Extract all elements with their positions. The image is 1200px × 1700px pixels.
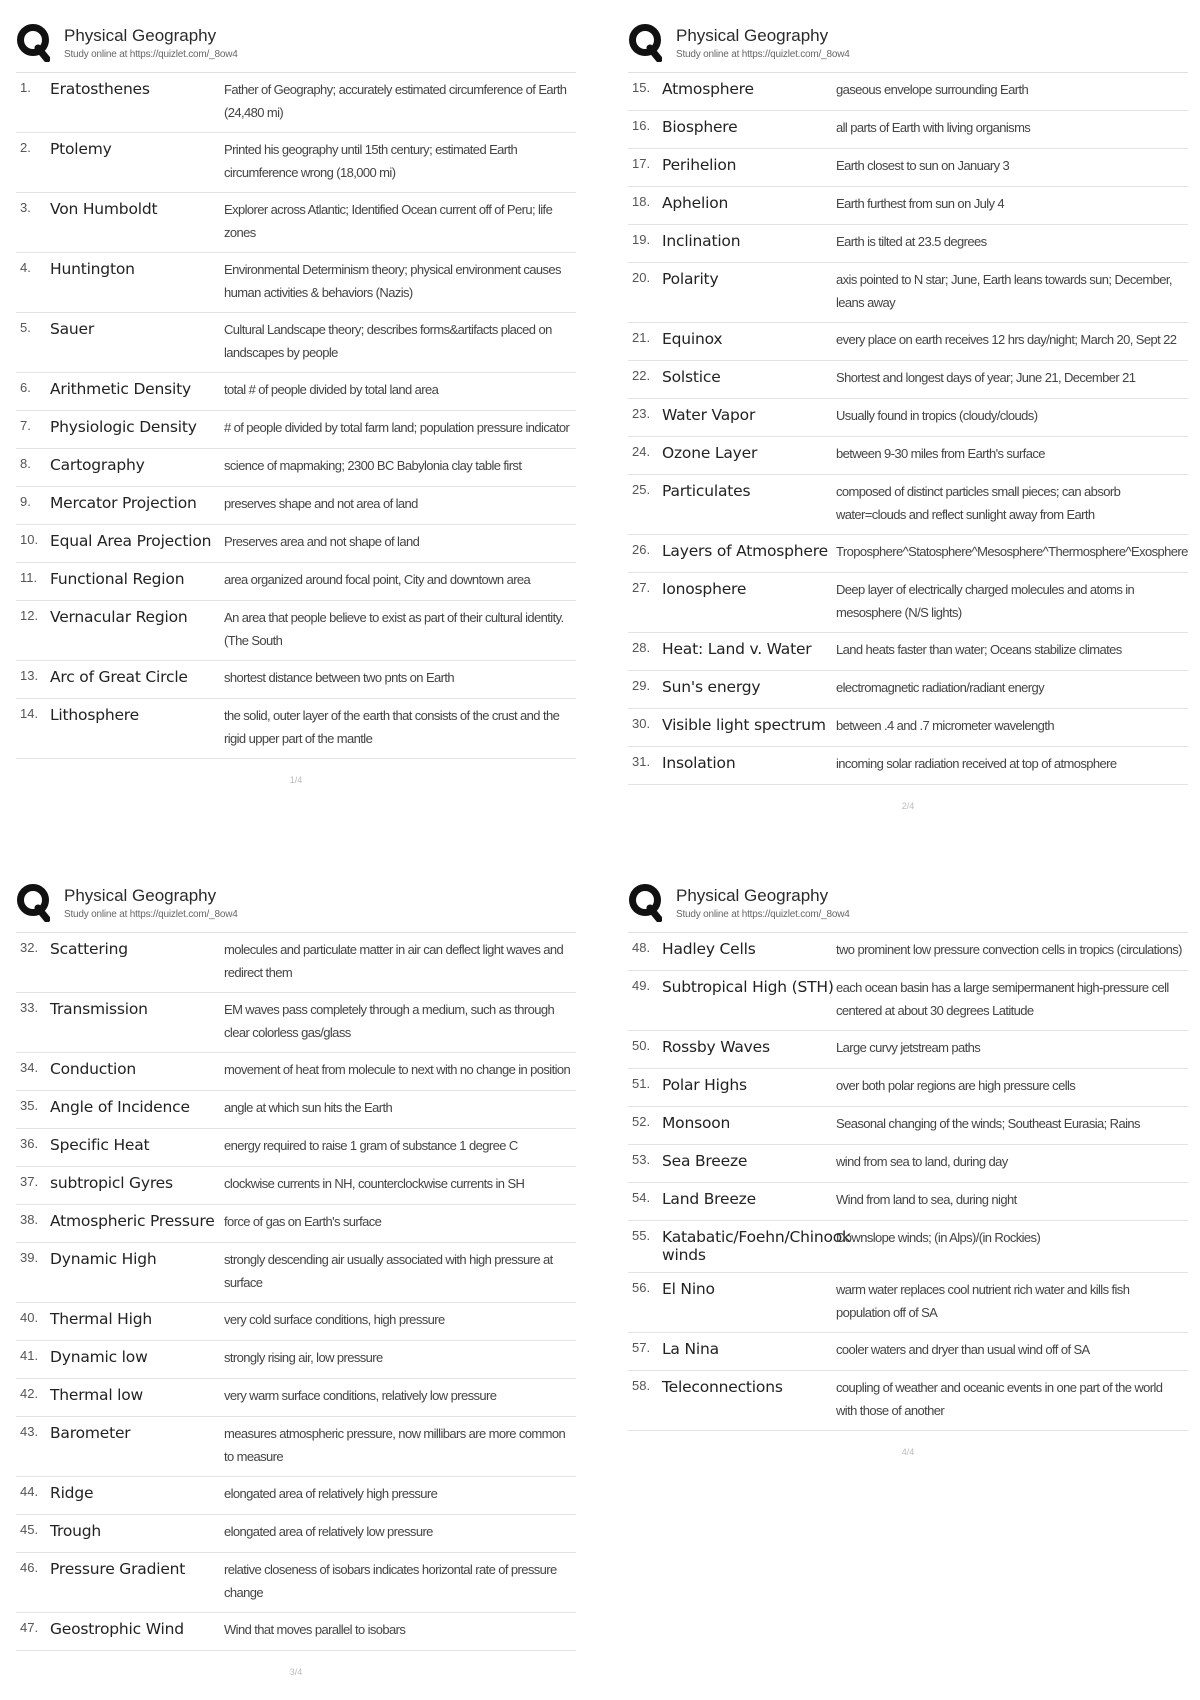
card-term: Scattering bbox=[50, 940, 128, 958]
card-number: 56. bbox=[632, 1280, 651, 1295]
card-term: Solstice bbox=[662, 368, 721, 386]
quizlet-logo-icon bbox=[628, 22, 662, 62]
card-number: 45. bbox=[20, 1522, 39, 1537]
card-definition: electromagnetic radiation/radiant energy bbox=[836, 680, 1044, 695]
card-definition: between 9-30 miles from Earth's surface bbox=[836, 446, 1045, 461]
card-term: Angle of Incidence bbox=[50, 1098, 190, 1116]
card-definition: EM waves pass completely through a medium, such as through clear colorless gas/glass bbox=[224, 1002, 555, 1040]
page-2 bbox=[628, 20, 1188, 811]
card-term: Eratosthenes bbox=[50, 80, 150, 98]
card-definition: Deep layer of electrically charged molecules and atoms in mesosphere (N/S lights) bbox=[836, 582, 1135, 620]
card-term: Perihelion bbox=[662, 156, 737, 174]
card-definition: angle at which sun hits the Earth bbox=[224, 1100, 393, 1115]
flashcard-row bbox=[16, 993, 576, 1053]
flashcard-row bbox=[16, 1477, 576, 1515]
card-number: 13. bbox=[20, 668, 39, 683]
card-definition: measures atmospheric pressure, now millibars are more common to measure bbox=[224, 1426, 566, 1464]
study-online-link[interactable]: Study online at https://quizlet.com/_8ow4 bbox=[64, 909, 238, 920]
quizlet-logo-icon bbox=[16, 882, 50, 922]
card-term: Rossby Waves bbox=[662, 1038, 770, 1056]
card-term: Hadley Cells bbox=[662, 940, 756, 958]
flashcard-row bbox=[628, 671, 1188, 709]
card-definition: Large curvy jetstream paths bbox=[836, 1040, 981, 1055]
card-number: 42. bbox=[20, 1386, 39, 1401]
card-number: 20. bbox=[632, 270, 651, 285]
card-term: Thermal low bbox=[50, 1386, 144, 1404]
card-definition: energy required to raise 1 gram of substance 1 degree C bbox=[224, 1138, 518, 1153]
card-definition: between .4 and .7 micrometer wavelength bbox=[836, 718, 1054, 733]
card-definition: Wind that moves parallel to isobars bbox=[224, 1622, 406, 1637]
document-title: Physical Geography bbox=[64, 886, 217, 905]
flashcard-list bbox=[16, 932, 576, 1651]
card-term: Water Vapor bbox=[662, 406, 756, 424]
flashcard-row bbox=[16, 1379, 576, 1417]
card-term: Transmission bbox=[50, 1000, 148, 1018]
quizlet-logo-icon bbox=[16, 22, 50, 62]
card-term: Dynamic low bbox=[50, 1348, 148, 1366]
card-term: La Nina bbox=[662, 1340, 719, 1358]
card-term: Ridge bbox=[50, 1484, 94, 1502]
flashcard-row bbox=[628, 149, 1188, 187]
card-term: Heat: Land v. Water bbox=[662, 640, 812, 658]
card-term: Ozone Layer bbox=[662, 444, 758, 462]
flashcard-row bbox=[16, 253, 576, 313]
card-term: Equinox bbox=[662, 330, 723, 348]
flashcard-row bbox=[16, 1167, 576, 1205]
card-term: Katabatic/Foehn/Chinook winds bbox=[662, 1228, 851, 1264]
flashcard-row bbox=[628, 475, 1188, 535]
flashcard-row bbox=[16, 699, 576, 759]
card-term: Biosphere bbox=[662, 118, 738, 136]
flashcard-row bbox=[16, 1091, 576, 1129]
card-number: 24. bbox=[632, 444, 651, 459]
flashcard-row bbox=[16, 933, 576, 993]
study-online-link[interactable]: Study online at https://quizlet.com/_8ow4 bbox=[64, 49, 238, 60]
card-definition: clockwise currents in NH, counterclockwise currents in SH bbox=[224, 1176, 525, 1191]
card-definition: Earth furthest from sun on July 4 bbox=[836, 196, 1005, 211]
card-number: 46. bbox=[20, 1560, 39, 1575]
card-number: 1. bbox=[20, 80, 31, 95]
card-term: Teleconnections bbox=[662, 1378, 783, 1396]
flashcard-row bbox=[16, 313, 576, 373]
card-definition: Printed his geography until 15th century; estimated Earth circumference wrong (18,000 mi) bbox=[224, 142, 518, 180]
card-term: Sauer bbox=[50, 320, 95, 338]
card-number: 3. bbox=[20, 200, 31, 215]
card-number: 19. bbox=[632, 232, 651, 247]
flashcard-row bbox=[628, 633, 1188, 671]
card-definition: Land heats faster than water; Oceans stabilize climates bbox=[836, 642, 1122, 657]
flashcard-row bbox=[16, 73, 576, 133]
card-term: Inclination bbox=[662, 232, 741, 250]
card-number: 51. bbox=[632, 1076, 651, 1091]
card-definition: area organized around focal point, City and downtown area bbox=[224, 572, 531, 587]
flashcard-row bbox=[16, 411, 576, 449]
page-number: 3/4 bbox=[289, 1667, 303, 1677]
card-number: 17. bbox=[632, 156, 651, 171]
flashcard-row bbox=[16, 563, 576, 601]
flashcard-list bbox=[628, 72, 1188, 785]
flashcard-row bbox=[628, 1107, 1188, 1145]
card-term: Lithosphere bbox=[50, 706, 139, 724]
card-number: 44. bbox=[20, 1484, 39, 1499]
card-definition: shortest distance between two pnts on Earth bbox=[224, 670, 455, 685]
card-definition: movement of heat from molecule to next with no change in position bbox=[224, 1062, 571, 1077]
card-definition: axis pointed to N star; June, Earth leans towards sun; December, leans away bbox=[836, 272, 1172, 310]
card-term: Barometer bbox=[50, 1424, 131, 1442]
card-number: 10. bbox=[20, 532, 39, 547]
card-number: 9. bbox=[20, 494, 31, 509]
card-number: 31. bbox=[632, 754, 651, 769]
card-number: 27. bbox=[632, 580, 651, 595]
flashcard-row bbox=[628, 437, 1188, 475]
card-number: 21. bbox=[632, 330, 651, 345]
card-definition: each ocean basin has a large semipermanent high-pressure cell centered at about 30 degrees Latitude bbox=[836, 980, 1169, 1018]
card-term: Subtropical High (STH) bbox=[662, 978, 834, 996]
card-term: Geostrophic Wind bbox=[50, 1620, 184, 1638]
card-term: Huntington bbox=[50, 260, 135, 278]
card-definition: all parts of Earth with living organisms bbox=[836, 120, 1031, 135]
card-term: Layers of Atmosphere bbox=[662, 542, 828, 560]
card-definition: very cold surface conditions, high pressure bbox=[224, 1312, 445, 1327]
card-term: Aphelion bbox=[662, 194, 729, 212]
card-definition: An area that people believe to exist as part of their cultural identity. (The South bbox=[224, 610, 564, 648]
card-term: Sea Breeze bbox=[662, 1152, 748, 1170]
flashcard-row bbox=[16, 1129, 576, 1167]
card-term: Trough bbox=[50, 1522, 101, 1540]
study-online-link[interactable]: Study online at https://quizlet.com/_8ow4 bbox=[676, 49, 850, 60]
card-term: Functional Region bbox=[50, 570, 185, 588]
card-number: 29. bbox=[632, 678, 651, 693]
card-term: Atmosphere bbox=[662, 80, 754, 98]
flashcard-row bbox=[16, 601, 576, 661]
card-definition: gaseous envelope surrounding Earth bbox=[836, 82, 1029, 97]
flashcard-row bbox=[16, 1613, 576, 1651]
card-definition: Usually found in tropics (cloudy/clouds) bbox=[836, 408, 1038, 423]
card-definition: two prominent low pressure convection cells in tropics (circulations) bbox=[836, 942, 1182, 957]
document-title: Physical Geography bbox=[64, 26, 217, 45]
card-term: Specific Heat bbox=[50, 1136, 150, 1154]
flashcard-row bbox=[628, 263, 1188, 323]
card-number: 22. bbox=[632, 368, 651, 383]
card-term: El Nino bbox=[662, 1280, 715, 1298]
card-number: 39. bbox=[20, 1250, 39, 1265]
card-definition: Preserves area and not shape of land bbox=[224, 534, 420, 549]
card-definition: over both polar regions are high pressure cells bbox=[836, 1078, 1076, 1093]
card-definition: Troposphere^Statosphere^Mesosphere^Thermosphere^Exosphere bbox=[836, 544, 1188, 559]
card-definition: warm water replaces cool nutrient rich water and kills fish population off of SA bbox=[836, 1282, 1130, 1320]
card-term: Vernacular Region bbox=[50, 608, 188, 626]
card-definition: very warm surface conditions, relatively low pressure bbox=[224, 1388, 497, 1403]
card-definition: Earth is tilted at 23.5 degrees bbox=[836, 234, 987, 249]
flashcard-row bbox=[16, 1205, 576, 1243]
flashcard-row bbox=[628, 1069, 1188, 1107]
card-definition: Environmental Determinism theory; physical environment causes human activities & behaviors (Nazis) bbox=[224, 262, 561, 300]
card-number: 37. bbox=[20, 1174, 39, 1189]
flashcard-row bbox=[16, 193, 576, 253]
card-term: Mercator Projection bbox=[50, 494, 197, 512]
page-header bbox=[628, 20, 1188, 72]
card-definition: # of people divided by total farm land; population pressure indicator bbox=[224, 420, 570, 435]
card-term: Arithmetic Density bbox=[50, 380, 191, 398]
card-term: Ionosphere bbox=[662, 580, 747, 598]
document-title: Physical Geography bbox=[676, 26, 829, 45]
flashcard-row bbox=[16, 373, 576, 411]
card-definition: elongated area of relatively low pressure bbox=[224, 1524, 433, 1539]
flashcard-row bbox=[628, 1333, 1188, 1371]
flashcard-row bbox=[628, 1221, 1188, 1273]
card-number: 40. bbox=[20, 1310, 39, 1325]
card-term: Land Breeze bbox=[662, 1190, 756, 1208]
card-definition: Wind from land to sea, during night bbox=[836, 1192, 1017, 1207]
card-definition: the solid, outer layer of the earth that consists of the crust and the rigid upper part of the mantle bbox=[224, 708, 560, 746]
card-definition: Father of Geography; accurately estimated circumference of Earth (24,480 mi) bbox=[224, 82, 567, 120]
flashcard-row bbox=[628, 747, 1188, 785]
page-4 bbox=[628, 880, 1188, 1457]
card-definition: Explorer across Atlantic; Identified Ocean current off of Peru; life zones bbox=[224, 202, 553, 240]
card-number: 15. bbox=[632, 80, 651, 95]
card-definition: science of mapmaking; 2300 BC Babylonia clay table first bbox=[224, 458, 522, 473]
card-number: 57. bbox=[632, 1340, 651, 1355]
card-term: Insolation bbox=[662, 754, 736, 772]
card-definition: molecules and particulate matter in air can deflect light waves and redirect them bbox=[224, 942, 564, 980]
flashcard-row bbox=[628, 933, 1188, 971]
page-header bbox=[16, 20, 576, 72]
flashcard-row bbox=[16, 1053, 576, 1091]
card-term: Conduction bbox=[50, 1060, 137, 1078]
card-number: 5. bbox=[20, 320, 31, 335]
flashcard-row bbox=[628, 1031, 1188, 1069]
card-number: 2. bbox=[20, 140, 31, 155]
flashcard-row bbox=[628, 187, 1188, 225]
card-definition: force of gas on Earth's surface bbox=[224, 1214, 382, 1229]
card-term: Von Humboldt bbox=[50, 200, 158, 218]
card-number: 6. bbox=[20, 380, 31, 395]
card-definition: Shortest and longest days of year; June 21, December 21 bbox=[836, 370, 1136, 385]
card-term: Thermal High bbox=[50, 1310, 152, 1328]
card-number: 36. bbox=[20, 1136, 39, 1151]
card-number: 26. bbox=[632, 542, 651, 557]
card-number: 11. bbox=[20, 570, 38, 585]
card-term: Visible light spectrum bbox=[662, 716, 826, 734]
card-number: 34. bbox=[20, 1060, 39, 1075]
card-definition: preserves shape and not area of land bbox=[224, 496, 418, 511]
flashcard-row bbox=[628, 225, 1188, 263]
card-term: Equal Area Projection bbox=[50, 532, 212, 550]
card-term: Cartography bbox=[50, 456, 145, 474]
page-number: 1/4 bbox=[289, 775, 303, 785]
card-number: 7. bbox=[20, 418, 31, 433]
card-number: 25. bbox=[632, 482, 651, 497]
page-1 bbox=[16, 20, 576, 785]
card-number: 32. bbox=[20, 940, 39, 955]
document-title: Physical Geography bbox=[676, 886, 829, 905]
flashcard-row bbox=[628, 971, 1188, 1031]
card-number: 58. bbox=[632, 1378, 651, 1393]
flashcard-row bbox=[16, 1303, 576, 1341]
card-term: Arc of Great Circle bbox=[50, 668, 188, 686]
card-number: 35. bbox=[20, 1098, 39, 1113]
flashcard-row bbox=[16, 1341, 576, 1379]
flashcard-row bbox=[628, 709, 1188, 747]
card-number: 49. bbox=[632, 978, 651, 993]
card-definition: cooler waters and dryer than usual wind off of SA bbox=[836, 1342, 1090, 1357]
flashcard-row bbox=[16, 133, 576, 193]
card-definition: Downslope winds; (in Alps)/(in Rockies) bbox=[836, 1230, 1041, 1245]
card-number: 54. bbox=[632, 1190, 651, 1205]
flashcard-list bbox=[628, 932, 1188, 1431]
card-term: Atmospheric Pressure bbox=[50, 1212, 215, 1230]
flashcard-row bbox=[628, 573, 1188, 633]
flashcard-row bbox=[628, 323, 1188, 361]
card-number: 4. bbox=[20, 260, 31, 275]
card-number: 12. bbox=[20, 608, 39, 623]
flashcard-row bbox=[16, 1515, 576, 1553]
card-term: Monsoon bbox=[662, 1114, 731, 1132]
page-number: 2/4 bbox=[901, 801, 915, 811]
flashcard-row bbox=[16, 1243, 576, 1303]
flashcard-row bbox=[16, 449, 576, 487]
card-definition: strongly descending air usually associated with high pressure at surface bbox=[224, 1252, 553, 1290]
card-term: Polar Highs bbox=[662, 1076, 747, 1094]
card-definition: every place on earth receives 12 hrs day/night; March 20, Sept 22 bbox=[836, 332, 1177, 347]
card-definition: composed of distinct particles small pieces; can absorb water=clouds and reflect sunlight away from Earth bbox=[836, 484, 1121, 522]
card-definition: Cultural Landscape theory; describes forms&artifacts placed on landscapes by people bbox=[224, 322, 552, 360]
card-term: Sun's energy bbox=[662, 678, 761, 696]
card-number: 28. bbox=[632, 640, 651, 655]
card-definition: elongated area of relatively high pressure bbox=[224, 1486, 438, 1501]
card-term: Polarity bbox=[662, 270, 719, 288]
card-definition: Earth closest to sun on January 3 bbox=[836, 158, 1010, 173]
card-term: Ptolemy bbox=[50, 140, 112, 158]
card-number: 53. bbox=[632, 1152, 651, 1167]
card-term: Dynamic High bbox=[50, 1250, 157, 1268]
card-term: subtropicl Gyres bbox=[50, 1174, 173, 1192]
page-3 bbox=[16, 880, 576, 1677]
card-number: 16. bbox=[632, 118, 651, 133]
card-number: 30. bbox=[632, 716, 651, 731]
flashcard-row bbox=[628, 399, 1188, 437]
flashcard-row bbox=[628, 1371, 1188, 1431]
card-number: 55. bbox=[632, 1228, 651, 1243]
card-number: 41. bbox=[20, 1348, 39, 1363]
card-number: 23. bbox=[632, 406, 651, 421]
card-number: 14. bbox=[20, 706, 39, 721]
card-definition: total # of people divided by total land area bbox=[224, 382, 439, 397]
flashcard-row bbox=[16, 1553, 576, 1613]
flashcard-row bbox=[628, 73, 1188, 111]
flashcard-row bbox=[628, 111, 1188, 149]
flashcard-row bbox=[16, 1417, 576, 1477]
card-number: 48. bbox=[632, 940, 651, 955]
card-number: 43. bbox=[20, 1424, 39, 1439]
card-definition: Seasonal changing of the winds; Southeast Eurasia; Rains bbox=[836, 1116, 1140, 1131]
flashcard-row bbox=[628, 535, 1188, 573]
page-number: 4/4 bbox=[901, 1447, 915, 1457]
page-header bbox=[16, 880, 576, 932]
flashcard-row bbox=[16, 661, 576, 699]
quizlet-logo-icon bbox=[628, 882, 662, 922]
card-definition: wind from sea to land, during day bbox=[836, 1154, 1008, 1169]
flashcard-row bbox=[628, 361, 1188, 399]
flashcard-row bbox=[628, 1273, 1188, 1333]
study-online-link[interactable]: Study online at https://quizlet.com/_8ow4 bbox=[676, 909, 850, 920]
card-term: Pressure Gradient bbox=[50, 1560, 186, 1578]
card-number: 8. bbox=[20, 456, 31, 471]
flashcard-row bbox=[628, 1183, 1188, 1221]
card-number: 33. bbox=[20, 1000, 39, 1015]
card-number: 52. bbox=[632, 1114, 651, 1129]
card-definition: coupling of weather and oceanic events in one part of the world with those of another bbox=[836, 1380, 1163, 1418]
card-definition: relative closeness of isobars indicates horizontal rate of pressure change bbox=[224, 1562, 557, 1600]
card-number: 50. bbox=[632, 1038, 651, 1053]
flashcard-row bbox=[628, 1145, 1188, 1183]
card-term: Particulates bbox=[662, 482, 751, 500]
card-number: 18. bbox=[632, 194, 651, 209]
card-definition: strongly rising air, low pressure bbox=[224, 1350, 383, 1365]
flashcard-list bbox=[16, 72, 576, 759]
flashcard-row bbox=[16, 525, 576, 563]
card-term: Physiologic Density bbox=[50, 418, 197, 436]
page-header bbox=[628, 880, 1188, 932]
card-definition: incoming solar radiation received at top of atmosphere bbox=[836, 756, 1117, 771]
flashcard-row bbox=[16, 487, 576, 525]
card-number: 38. bbox=[20, 1212, 39, 1227]
card-number: 47. bbox=[20, 1620, 39, 1635]
